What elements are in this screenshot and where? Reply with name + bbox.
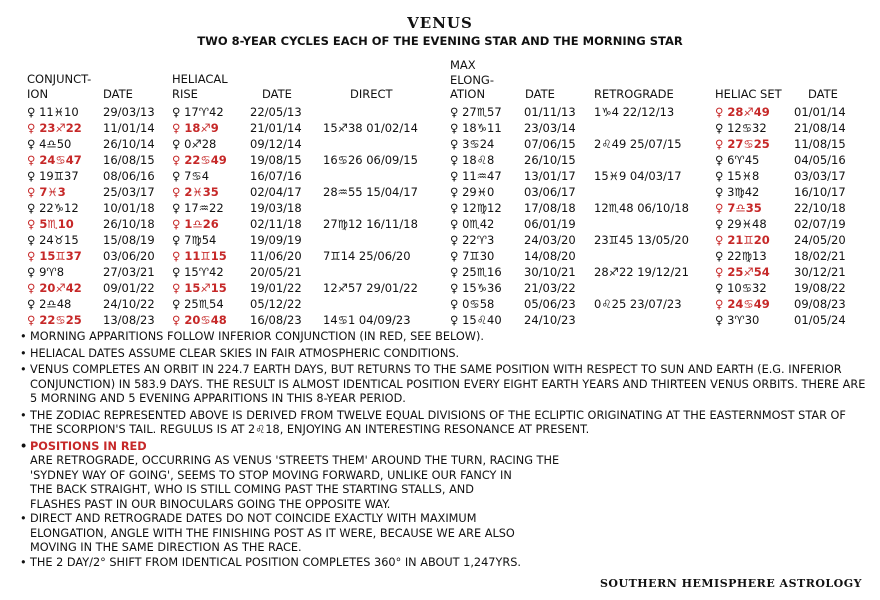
header-conjunction: CONJUNCT- ION <box>27 72 92 101</box>
heliac-set-cell: ♀ 3♍42 <box>715 185 760 199</box>
direct-cell: 14♋1 04/09/23 <box>323 313 411 327</box>
conjunction-date-cell: 29/03/13 <box>103 105 155 119</box>
elongation-date-cell: 07/06/15 <box>524 137 576 151</box>
heliac-set-cell: ♀ 21♊20 <box>715 233 770 247</box>
set-date-cell: 30/12/21 <box>794 265 846 279</box>
page-title: VENUS <box>407 14 473 32</box>
direct-cell: 12♐57 29/01/22 <box>323 281 418 295</box>
max-elongation-cell: ♀ 29♓0 <box>450 185 495 199</box>
max-elongation-cell: ♀ 27♏57 <box>450 105 502 119</box>
set-date-cell: 24/05/20 <box>794 233 846 247</box>
elongation-date-cell: 03/06/17 <box>524 185 576 199</box>
retrograde-cell: 23♊45 13/05/20 <box>594 233 689 247</box>
red-positions-line: FLASHES PAST IN OUR BINOCULARS GOING THE OPPOSITE WAY. <box>30 497 391 511</box>
elongation-date-cell: 24/03/20 <box>524 233 576 247</box>
red-positions-line: 'SYDNEY WAY OF GOING', SEEMS TO STOP MOVING FORWARD, UNLIKE OUR FANCY IN <box>30 468 512 482</box>
rise-date-cell: 22/05/13 <box>250 105 302 119</box>
rise-date-cell: 05/12/22 <box>250 297 302 311</box>
conjunction-cell: ♀ 20♐42 <box>27 281 82 295</box>
set-date-cell: 11/08/15 <box>794 137 846 151</box>
heliacal-rise-cell: ♀ 17♈42 <box>172 105 224 119</box>
notes-section <box>20 330 870 572</box>
set-date-cell: 01/01/14 <box>794 105 846 119</box>
max-elongation-cell: ♀ 11♒47 <box>450 169 502 183</box>
direct-cell: 28♒55 15/04/17 <box>323 185 418 199</box>
heliac-set-cell: ♀ 10♋32 <box>715 281 767 295</box>
elongation-date-cell: 24/10/23 <box>524 313 576 327</box>
retrograde-cell: 15♓9 04/03/17 <box>594 169 682 183</box>
footer-credit: SOUTHERN HEMISPHERE ASTROLOGY <box>599 577 862 590</box>
rise-date-cell: 16/08/23 <box>250 313 302 327</box>
rise-date-cell: 09/12/14 <box>250 137 302 151</box>
heliacal-rise-cell: ♀ 7♍54 <box>172 233 217 247</box>
heliacal-rise-cell: ♀ 11♊15 <box>172 249 227 263</box>
conjunction-date-cell: 15/08/19 <box>103 233 155 247</box>
set-date-cell: 01/05/24 <box>794 313 846 327</box>
retrograde-cell: 0♌25 23/07/23 <box>594 297 682 311</box>
elongation-date-cell: 23/03/14 <box>524 121 576 135</box>
header-heliac-set: HELIAC SET <box>715 87 782 101</box>
heliacal-rise-cell: ♀ 0♐28 <box>172 137 217 151</box>
header-max-elongation: MAX ELONG- ATION <box>450 58 494 101</box>
note-orbit: • VENUS COMPLETES AN ORBIT IN 224.7 EARTH DAYS, BUT RETURNS TO THE SAME POSITION WITH RESPECT TO SUN AND EARTH (E.G. INFERIOR CONJUNCTION) IN 583.9 DAYS. THE RESULT IS ALMOST IDENTICAL POSITION EVERY EIGHT EARTH YEARS AND THIRTEEN VENUS ORBITS. THERE ARE 5 MORNING AND 5 EVENING APPARITIONS IN THIS 8-YEAR PERIOD. <box>20 363 870 407</box>
conjunction-cell: ♀ 19♊37 <box>27 169 79 183</box>
rise-date-cell: 11/06/20 <box>250 249 302 263</box>
conjunction-cell: ♀ 24♋47 <box>27 153 82 167</box>
max-elongation-cell: ♀ 0♏42 <box>450 217 495 231</box>
elongation-date-cell: 13/01/17 <box>524 169 576 183</box>
conjunction-cell: ♀ 5♏10 <box>27 217 74 231</box>
note-morning-apparitions: • MORNING APPARITIONS FOLLOW INFERIOR CONJUNCTION (IN RED, SEE BELOW). <box>20 330 870 345</box>
header-date-conjunction: DATE <box>103 87 133 101</box>
conjunction-cell: ♀ 4♎50 <box>27 137 72 151</box>
set-date-cell: 03/03/17 <box>794 169 846 183</box>
set-date-cell: 09/08/23 <box>794 297 846 311</box>
conjunction-date-cell: 13/08/23 <box>103 313 155 327</box>
heliac-set-cell: ♀ 12♋32 <box>715 121 767 135</box>
heliacal-rise-cell: ♀ 2♓35 <box>172 185 219 199</box>
heliacal-rise-cell: ♀ 15♈42 <box>172 265 224 279</box>
rise-date-cell: 16/07/16 <box>250 169 302 183</box>
set-date-cell: 16/10/17 <box>794 185 846 199</box>
conjunction-cell: ♀ 22♑12 <box>27 201 79 215</box>
rise-date-cell: 02/11/18 <box>250 217 302 231</box>
rise-date-cell: 19/01/22 <box>250 281 302 295</box>
elongation-date-cell: 26/10/15 <box>524 153 576 167</box>
heliacal-rise-cell: ♀ 20♋48 <box>172 313 227 327</box>
conjunction-cell: ♀ 22♋25 <box>27 313 82 327</box>
conjunction-date-cell: 24/10/22 <box>103 297 155 311</box>
rise-date-cell: 02/04/17 <box>250 185 302 199</box>
set-date-cell: 04/05/16 <box>794 153 846 167</box>
rise-date-cell: 19/08/15 <box>250 153 302 167</box>
heliacal-rise-cell: ♀ 17♒22 <box>172 201 224 215</box>
max-elongation-cell: ♀ 3♋24 <box>450 137 495 151</box>
conjunction-date-cell: 09/01/22 <box>103 281 155 295</box>
conjunction-date-cell: 08/06/16 <box>103 169 155 183</box>
note-heliacal-dates: • HELIACAL DATES ASSUME CLEAR SKIES IN FAIR ATMOSPHERIC CONDITIONS. <box>20 347 870 362</box>
header-heliacal-rise: HELIACAL RISE <box>172 72 228 101</box>
page-subtitle: TWO 8-YEAR CYCLES EACH OF THE EVENING STAR AND THE MORNING STAR <box>197 34 683 48</box>
direct-cell: 16♋26 06/09/15 <box>323 153 418 167</box>
max-elongation-cell: ♀ 15♑36 <box>450 281 502 295</box>
retrograde-cell: 2♌49 25/07/15 <box>594 137 682 151</box>
red-positions-line: THE BACK STRAIGHT, WHO IS STILL COMING PAST THE STARTING STALLS, AND <box>30 483 474 496</box>
heliac-set-cell: ♀ 28♐49 <box>715 105 770 119</box>
header-retrograde: RETROGRADE <box>594 87 674 101</box>
heliac-set-cell: ♀ 15♓8 <box>715 169 760 183</box>
conjunction-date-cell: 03/06/20 <box>103 249 155 263</box>
conjunction-date-cell: 16/08/15 <box>103 153 155 167</box>
heliacal-rise-cell: ♀ 1♎26 <box>172 217 219 231</box>
elongation-date-cell: 17/08/18 <box>524 201 576 215</box>
max-elongation-cell: ♀ 25♏16 <box>450 265 502 279</box>
note-shift: • THE 2 DAY/2° SHIFT FROM IDENTICAL POSITION COMPLETES 360° IN ABOUT 1,247YRS. <box>20 556 870 571</box>
conjunction-cell: ♀ 24♉15 <box>27 233 79 247</box>
set-date-cell: 19/08/22 <box>794 281 846 295</box>
note-zodiac: • THE ZODIAC REPRESENTED ABOVE IS DERIVED FROM TWELVE EQUAL DIVISIONS OF THE ECLIPTIC ORIGINATING AT THE EASTERNMOST STAR OF THE SCORPION'S TAIL. REGULUS IS AT 2♌18, ENJOYING AN INTERESTING RESONANCE AT PRESENT. <box>20 409 870 438</box>
conjunction-cell: ♀ 11♓10 <box>27 105 79 119</box>
heliac-set-cell: ♀ 27♋25 <box>715 137 770 151</box>
set-date-cell: 22/10/18 <box>794 201 846 215</box>
max-elongation-cell: ♀ 12♍12 <box>450 201 502 215</box>
elongation-date-cell: 30/10/21 <box>524 265 576 279</box>
heliacal-rise-cell: ♀ 18♐9 <box>172 121 219 135</box>
conjunction-cell: ♀ 7♓3 <box>27 185 66 199</box>
conjunction-date-cell: 26/10/18 <box>103 217 155 231</box>
heliac-set-cell: ♀ 3♈30 <box>715 313 760 327</box>
heliacal-rise-cell: ♀ 22♋49 <box>172 153 227 167</box>
max-elongation-cell: ♀ 22♈3 <box>450 233 495 247</box>
note-direct-retrograde-line: ELONGATION, ANGLE WITH THE FINISHING POST AS IT WERE, BECAUSE WE ARE ALSO <box>30 526 515 540</box>
rise-date-cell: 20/05/21 <box>250 265 302 279</box>
header-date-set: DATE <box>808 87 838 101</box>
rise-date-cell: 21/01/14 <box>250 121 302 135</box>
direct-cell: 27♍12 16/11/18 <box>323 217 418 231</box>
direct-cell: 7♊14 25/06/20 <box>323 249 411 263</box>
heliacal-rise-cell: ♀ 25♏54 <box>172 297 224 311</box>
conjunction-date-cell: 25/03/17 <box>103 185 155 199</box>
elongation-date-cell: 14/08/20 <box>524 249 576 263</box>
heliac-set-cell: ♀ 6♈45 <box>715 153 760 167</box>
elongation-date-cell: 05/06/23 <box>524 297 576 311</box>
heliacal-rise-cell: ♀ 15♐15 <box>172 281 227 295</box>
conjunction-cell: ♀ 15♊37 <box>27 249 82 263</box>
heliac-set-cell: ♀ 29♓48 <box>715 217 767 231</box>
heliac-set-cell: ♀ 25♐54 <box>715 265 770 279</box>
elongation-date-cell: 06/01/19 <box>524 217 576 231</box>
max-elongation-cell: ♀ 15♌40 <box>450 313 502 327</box>
direct-cell: 15♐38 01/02/14 <box>323 121 418 135</box>
note-direct-retrograde-line: MOVING IN THE SAME DIRECTION AS THE RACE. <box>30 541 302 554</box>
header-direct: DIRECT <box>350 87 393 101</box>
retrograde-cell: 28♐22 19/12/21 <box>594 265 689 279</box>
red-positions-heading: • POSITIONS IN RED <box>20 440 870 455</box>
max-elongation-cell: ♀ 18♌8 <box>450 153 495 167</box>
set-date-cell: 18/02/21 <box>794 249 846 263</box>
heliacal-rise-cell: ♀ 7♋4 <box>172 169 210 183</box>
elongation-date-cell: 01/11/13 <box>524 105 576 119</box>
conjunction-date-cell: 10/01/18 <box>103 201 155 215</box>
conjunction-cell: ♀ 23♐22 <box>27 121 82 135</box>
retrograde-cell: 1♑4 22/12/13 <box>594 105 675 119</box>
header-date-rise: DATE <box>262 87 292 101</box>
max-elongation-cell: ♀ 18♑11 <box>450 121 502 135</box>
conjunction-cell: ♀ 2♎48 <box>27 297 72 311</box>
conjunction-date-cell: 27/03/21 <box>103 265 155 279</box>
conjunction-cell: ♀ 9♈8 <box>27 265 65 279</box>
conjunction-date-cell: 26/10/14 <box>103 137 155 151</box>
rise-date-cell: 19/09/19 <box>250 233 302 247</box>
set-date-cell: 21/08/14 <box>794 121 846 135</box>
red-positions-line: ARE RETROGRADE, OCCURRING AS VENUS 'STREETS THEM' AROUND THE TURN, RACING THE <box>30 454 560 467</box>
conjunction-date-cell: 11/01/14 <box>103 121 155 135</box>
heliac-set-cell: ♀ 24♋49 <box>715 297 770 311</box>
retrograde-cell: 12♏48 06/10/18 <box>594 201 689 215</box>
max-elongation-cell: ♀ 0♋58 <box>450 297 495 311</box>
elongation-date-cell: 21/03/22 <box>524 281 576 295</box>
header-date-elongation: DATE <box>525 87 555 101</box>
set-date-cell: 02/07/19 <box>794 217 846 231</box>
note-direct-retrograde: • DIRECT AND RETROGRADE DATES DO NOT COINCIDE EXACTLY WITH MAXIMUM <box>20 512 870 527</box>
heliac-set-cell: ♀ 7♎35 <box>715 201 762 215</box>
heliac-set-cell: ♀ 22♍13 <box>715 249 767 263</box>
max-elongation-cell: ♀ 7♊30 <box>450 249 495 263</box>
rise-date-cell: 19/03/18 <box>250 201 302 215</box>
